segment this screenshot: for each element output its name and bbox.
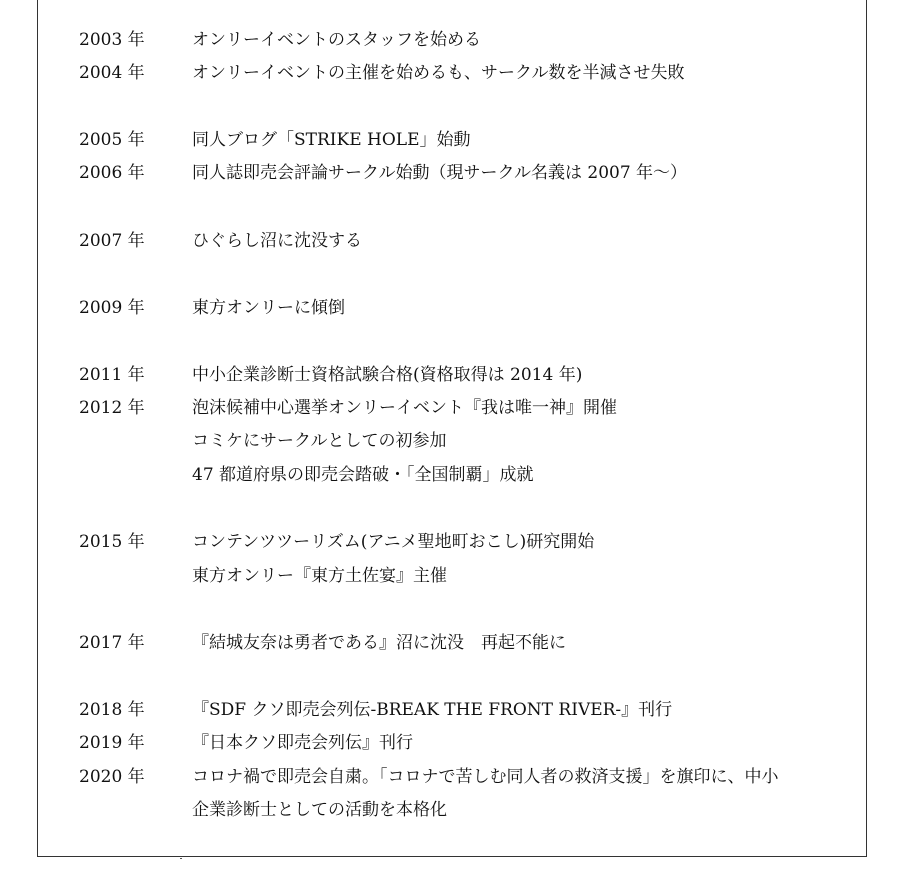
timeline-text: 企業診断士としての活動を本格化 <box>192 800 447 820</box>
timeline-text: 『SDF クソ即売会列伝-BREAK THE FRONT RIVER-』刊行 <box>192 700 673 720</box>
timeline-text: コロナ禍で即売会自粛。「コロナで苦しむ同人者の救済支援」を旗印に、中小 <box>192 767 779 787</box>
timeline-text: 東方オンリーに傾倒 <box>192 298 345 318</box>
timeline-year: 2020 年 <box>79 767 145 787</box>
timeline-year: 2009 年 <box>79 298 145 318</box>
timeline-text: オンリーイベントの主催を始めるも、サークル数を半減させ失敗 <box>192 63 685 83</box>
timeline-text: 同人ブログ「STRIKE HOLE」始動 <box>192 130 471 150</box>
timeline-text: コンテンツツーリズム(アニメ聖地町おこし)研究開始 <box>192 532 595 552</box>
timeline-year: 2018 年 <box>79 700 145 720</box>
timeline-year: 2003 年 <box>79 30 145 50</box>
timeline-text: 中小企業診断士資格試験合格(資格取得は 2014 年) <box>192 365 583 385</box>
timeline-text: 東方オンリー『東方土佐宴』主催 <box>192 566 447 586</box>
timeline-text: オンリーイベントのスタッフを始める <box>192 30 481 50</box>
timeline-year: 2007 年 <box>79 231 145 251</box>
timeline-year: 2004 年 <box>79 63 145 83</box>
timeline-text: ひぐらし沼に沈没する <box>192 231 362 251</box>
timeline-text: 47 都道府県の即売会踏破・「全国制覇」成就 <box>192 465 534 485</box>
timeline-text: 『結城友奈は勇者である』沼に沈没 再起不能に <box>192 633 566 653</box>
timeline-year: 2006 年 <box>79 163 145 183</box>
timeline-year: 2011 年 <box>79 365 145 385</box>
timeline-year: 2017 年 <box>79 633 145 653</box>
timeline-text: 同人誌即売会評論サークル始動（現サークル名義は 2007 年～） <box>192 163 688 183</box>
timeline-text: コミケにサークルとしての初参加 <box>192 431 447 451</box>
timeline-text: 泡沫候補中心選挙オンリーイベント『我は唯一神』開催 <box>192 398 617 418</box>
timeline-year: 2005 年 <box>79 130 145 150</box>
stray-mark <box>180 858 182 859</box>
timeline-year: 2012 年 <box>79 398 145 418</box>
timeline-text: 『日本クソ即売会列伝』刊行 <box>192 733 413 753</box>
timeline-year: 2019 年 <box>79 733 145 753</box>
timeline-year: 2015 年 <box>79 532 145 552</box>
